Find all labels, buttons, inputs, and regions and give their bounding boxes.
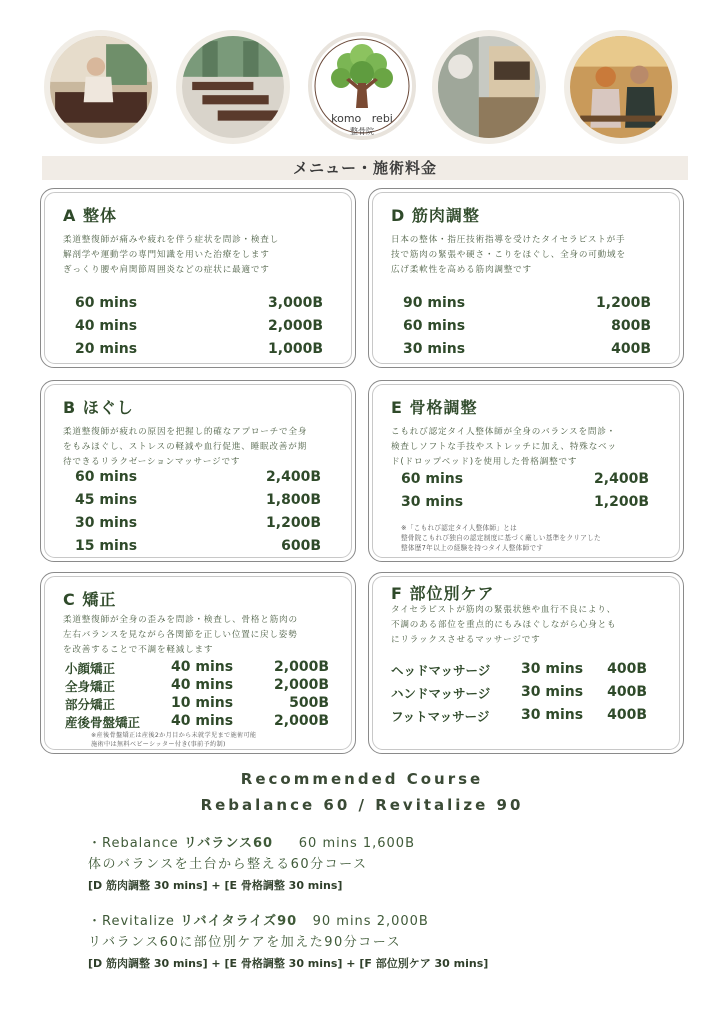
duration: 60 mins	[75, 469, 138, 485]
price: 400B	[607, 684, 647, 700]
card-description	[391, 603, 683, 648]
card-title: E 骨格調整	[391, 398, 478, 417]
desc-line: こもれび認定タイ人整体師が全身のバランスを問診・	[391, 427, 617, 437]
price: 800B	[611, 318, 651, 334]
duration: 20 mins	[75, 341, 138, 357]
price: 2,400B	[266, 469, 321, 485]
desc-line: 柔道整復師が疲れの原因を把握し的確なアプローチで全身	[63, 427, 308, 437]
duration: 30 mins	[521, 661, 584, 677]
desc-line: 柔道整復師が痛みや疲れを伴う症状を問診・検査し	[63, 235, 280, 245]
desc-line: タイセラピストが筋肉の緊張状態や血行不良により、	[391, 605, 617, 615]
price: 400B	[611, 341, 651, 357]
duration: 40 mins	[171, 677, 234, 693]
duration: 30 mins	[521, 684, 584, 700]
duration: 45 mins	[75, 492, 138, 508]
price: 400B	[607, 707, 647, 723]
price: 1,200B	[266, 515, 321, 531]
treatment-name: 産後骨盤矯正	[65, 715, 141, 730]
card-title: C 矯正	[63, 590, 117, 609]
card-bui-care	[368, 572, 684, 754]
duration: 10 mins	[171, 695, 234, 711]
price: 1,200B	[594, 494, 649, 510]
card-title: A 整体	[63, 206, 117, 225]
desc-line: 検査しソフトな手技やストレッチに加え、特殊なベッ	[391, 442, 617, 452]
duration: 40 mins	[171, 659, 234, 675]
price: 600B	[281, 538, 321, 554]
photo-massage	[44, 30, 158, 144]
desc-line: 待できるリラクゼーションマッサージです	[63, 457, 241, 467]
course-title	[88, 910, 429, 929]
course-combination: [D 筋肉調整 30 mins] + [E 骨格調整 30 mins]	[88, 879, 343, 892]
course-detail: 90 mins 2,000B	[312, 914, 429, 929]
price: 500B	[289, 695, 329, 711]
price: 1,800B	[266, 492, 321, 508]
treatment-name: 小顔矯正	[65, 661, 116, 676]
card-kinniku-chosei	[368, 188, 684, 368]
recommended-subheading: Rebalance 60 / Revitalize 90	[200, 796, 524, 814]
recommended-heading: Recommended Course	[240, 770, 484, 788]
duration: 30 mins	[521, 707, 584, 723]
note-line: ※「こもれび認定タイ人整体師」とは	[401, 524, 517, 532]
treatment-name: フットマッサージ	[391, 709, 490, 724]
duration: 30 mins	[401, 494, 464, 510]
card-note	[401, 523, 681, 553]
desc-line: をもみほぐし、ストレスの軽減や血行促進、睡眠改善が期	[63, 442, 307, 452]
price: 400B	[607, 661, 647, 677]
desc-line: 不調のある部位を重点的にもみほぐしながら心身とも	[391, 620, 617, 630]
card-title: F 部位別ケア	[391, 584, 495, 603]
logo-brand-right: rebi	[371, 112, 393, 125]
desc-line: 技で筋肉の緊張や硬さ・こりをほぐし、全身の可動域を	[391, 250, 626, 260]
menu-title: メニュー・施術料金	[292, 159, 437, 177]
card-hogushi	[40, 380, 356, 562]
treatment-name: ヘッドマッサージ	[391, 663, 491, 678]
treatment-name: ハンドマッサージ	[391, 686, 491, 701]
desc-line: 左右バランスを見ながら各関節を正しい位置に戻し姿勢	[63, 630, 298, 640]
duration: 30 mins	[403, 341, 466, 357]
logo-brand-left: komo	[331, 112, 362, 125]
course-detail: 60 mins 1,600B	[298, 836, 415, 851]
course-prefix: ・Rebalance	[88, 836, 179, 851]
clinic-logo	[308, 28, 416, 146]
duration: 15 mins	[75, 538, 138, 554]
note-line: 整体歴7年以上の経験を持つタイ人整体師です	[401, 544, 544, 552]
course-combination: [D 筋肉調整 30 mins] + [E 骨格調整 30 mins] + [F 部位別ケア 30 mins]	[88, 957, 489, 970]
desc-line: にリラックスさせるマッサージです	[391, 635, 541, 645]
price: 2,000B	[274, 659, 329, 675]
desc-line: 柔道整復師が全身の歪みを問診・検査し、骨格と筋肉の	[63, 615, 298, 625]
card-kyosei	[40, 572, 356, 754]
card-description	[63, 613, 355, 658]
menu-title-bar	[42, 156, 688, 180]
duration: 40 mins	[171, 713, 234, 729]
photo-consultation	[564, 30, 678, 144]
duration: 60 mins	[401, 471, 464, 487]
card-note	[91, 731, 341, 749]
card-description	[63, 233, 353, 278]
desc-line: 広げ柔軟性を高める筋肉調整です	[391, 265, 532, 275]
course-jp-name: リバイタライズ90	[180, 914, 298, 929]
desc-line: 日本の整体・指圧技術指導を受けたタイセラピストが手	[391, 235, 626, 245]
desc-line: ド(ドロップベッド)を使用した骨格調整です	[391, 457, 578, 467]
desc-line: ぎっくり腰や肩関節周囲炎などの症状に最適です	[63, 265, 270, 275]
price: 1,200B	[596, 295, 651, 311]
price: 1,000B	[268, 341, 323, 357]
course-description: リバランス60に部位別ケアを加えた90分コース	[88, 935, 402, 950]
card-kokkaku-chosei	[368, 380, 684, 562]
note-line: 施術中は無料ベビーシッター付き(事前予約制)	[91, 741, 226, 748]
logo-subtitle: 整骨院	[350, 127, 374, 136]
course-description: 体のバランスを土台から整える60分コース	[88, 857, 368, 872]
note-line: ※産後骨盤矯正は産後2か月目から未就学児まで施術可能	[91, 732, 257, 739]
note-line: 整骨院こもれび独自の認定制度に基づく厳しい基準をクリアした	[401, 534, 601, 542]
duration: 90 mins	[403, 295, 466, 311]
course-jp-name: リバランス60	[183, 836, 274, 851]
price: 2,000B	[268, 318, 323, 334]
duration: 60 mins	[75, 295, 138, 311]
course-title	[88, 832, 415, 851]
card-title: B ほぐし	[63, 398, 134, 417]
card-seitai	[40, 188, 356, 368]
card-title: D 筋肉調整	[391, 206, 480, 225]
course-prefix: ・Revitalize	[88, 914, 175, 929]
card-description	[391, 233, 683, 278]
treatment-name: 部分矯正	[65, 697, 116, 712]
card-description	[391, 425, 683, 470]
treatment-name: 全身矯正	[65, 679, 116, 694]
duration: 60 mins	[403, 318, 466, 334]
price: 2,000B	[274, 713, 329, 729]
duration: 40 mins	[75, 318, 138, 334]
photo-entrance	[432, 30, 546, 144]
price: 2,000B	[274, 677, 329, 693]
desc-line: 解剖学や運動学の専門知識を用いた治療をします	[63, 250, 270, 260]
desc-line: を改善することで不調を軽減します	[63, 645, 214, 655]
card-description	[63, 425, 355, 470]
photo-treatment-room	[176, 30, 290, 144]
price: 3,000B	[268, 295, 323, 311]
duration: 30 mins	[75, 515, 138, 531]
price: 2,400B	[594, 471, 649, 487]
